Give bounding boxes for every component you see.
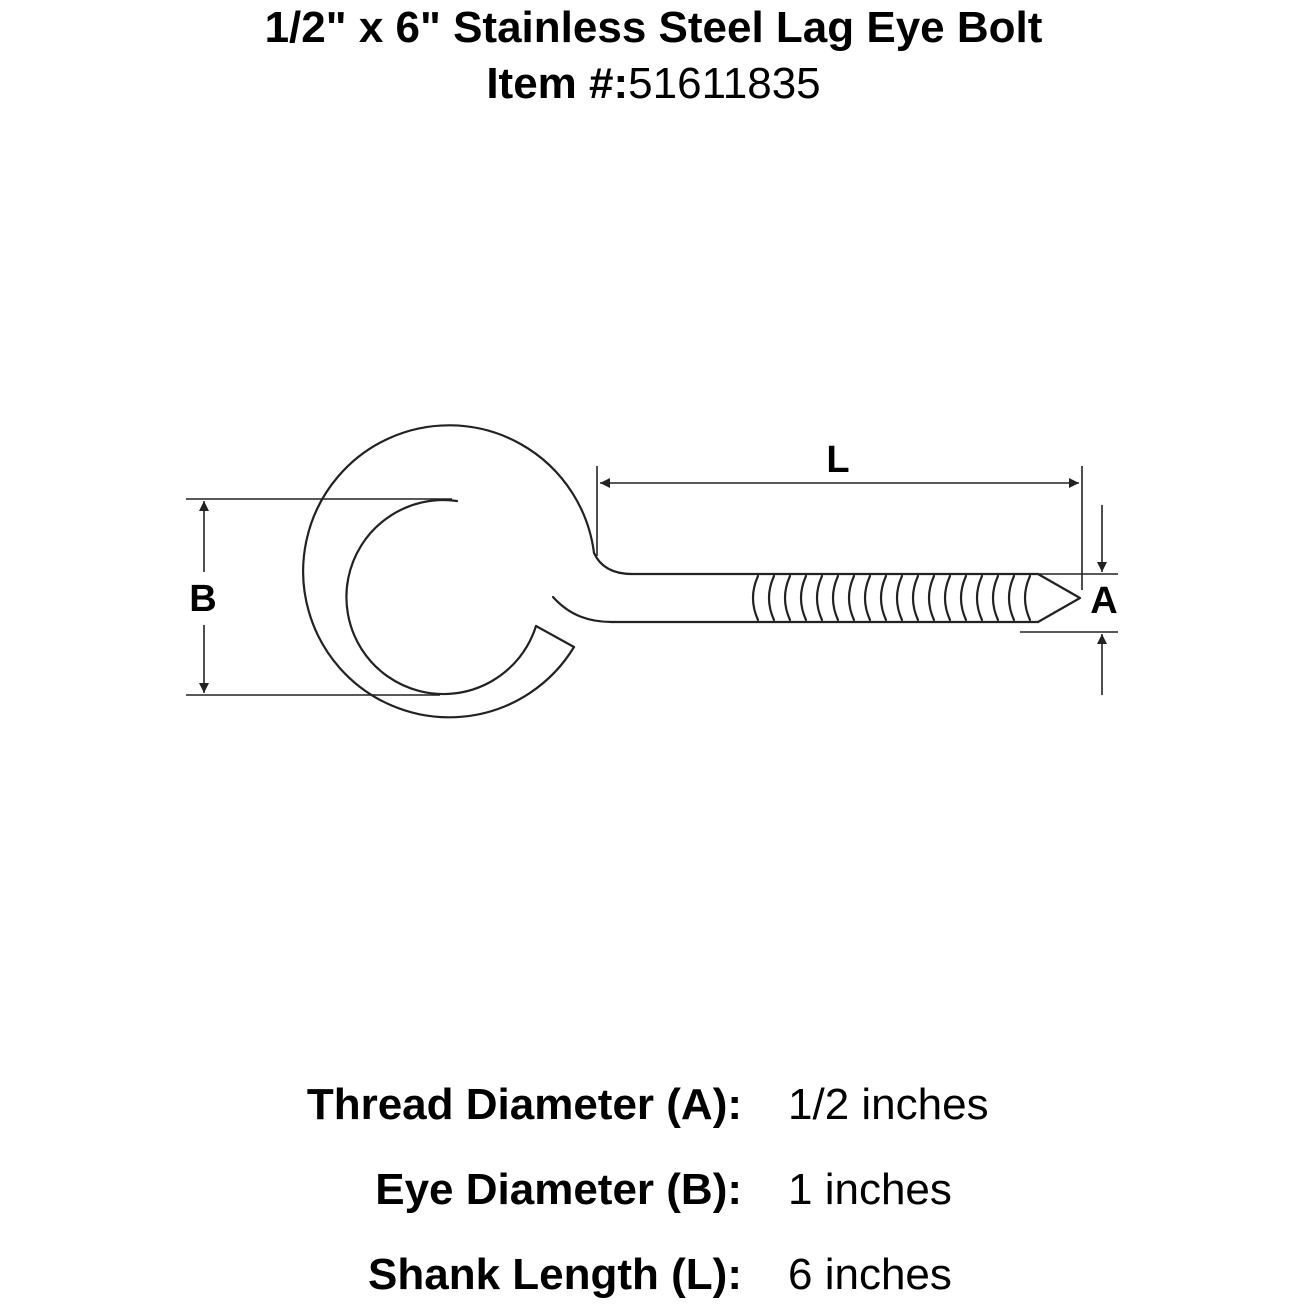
- spec-value-thread: 1/2 inches: [788, 1080, 989, 1129]
- spec-label-eye: Eye Diameter (B):: [375, 1165, 742, 1214]
- spec-row-thread: [0, 1075, 1307, 1135]
- thread-crests: [753, 576, 1030, 620]
- thread-crest: [881, 576, 886, 620]
- eye-inner-edge: [346, 500, 536, 694]
- eye-end-cap: [536, 626, 574, 647]
- label-l: L: [826, 439, 850, 481]
- thread-crest: [1009, 576, 1014, 620]
- page-title: 1/2" x 6" Stainless Steel Lag Eye Bolt: [264, 3, 1043, 52]
- spec-row-shank: [0, 1245, 1307, 1305]
- label-a: A: [1090, 580, 1118, 622]
- thread-crest: [817, 576, 822, 620]
- thread-crest: [865, 576, 870, 620]
- thread-crest: [849, 576, 854, 620]
- thread-crest: [833, 576, 838, 620]
- thread-crest: [785, 576, 790, 620]
- item-label: Item #:: [486, 59, 629, 108]
- item-number: 51611835: [628, 59, 821, 108]
- thread-crest: [961, 576, 966, 620]
- neck-top-edge: [594, 553, 632, 574]
- thread-crest: [945, 576, 950, 620]
- label-b: B: [189, 578, 217, 620]
- spec-value-eye: 1 inches: [788, 1165, 952, 1214]
- thread-crest: [1025, 576, 1030, 620]
- thread-crest: [913, 576, 918, 620]
- eye-outer-edge: [303, 425, 594, 717]
- screw-tip: [1038, 574, 1080, 622]
- spec-label-thread: Thread Diameter (A):: [306, 1080, 742, 1129]
- thread-crest: [977, 576, 982, 620]
- spec-value-shank: 6 inches: [788, 1250, 952, 1299]
- spec-row-eye: [0, 1160, 1307, 1220]
- neck-bottom-edge: [553, 597, 612, 622]
- spec-label-shank: Shank Length (L):: [368, 1250, 742, 1299]
- thread-crest: [753, 576, 758, 620]
- thread-crest: [993, 576, 998, 620]
- thread-crest: [929, 576, 934, 620]
- thread-crest: [801, 576, 806, 620]
- thread-crest: [769, 576, 774, 620]
- thread-crest: [897, 576, 902, 620]
